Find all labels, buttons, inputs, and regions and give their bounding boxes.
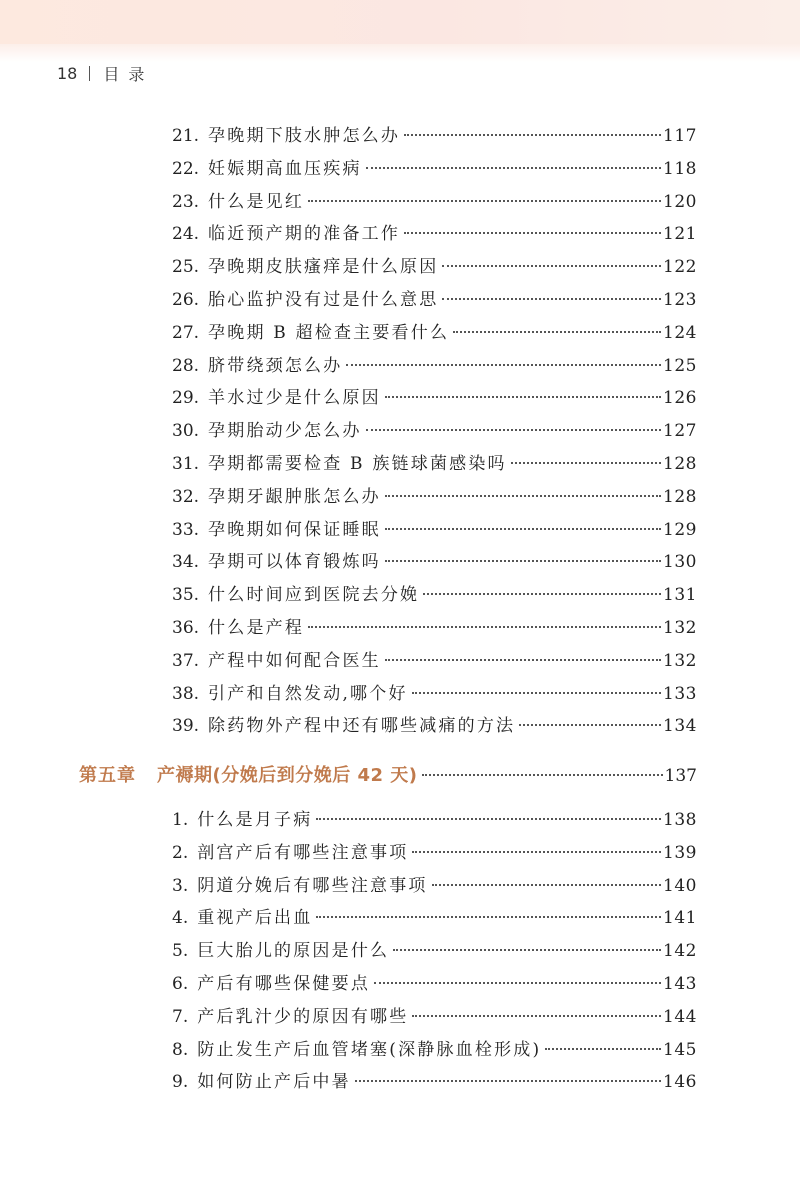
entry-title: 什么是月子病	[197, 810, 313, 830]
entry-page: 138	[663, 810, 697, 830]
entry-page: 132	[663, 618, 697, 638]
chapter-page: 137	[664, 766, 697, 786]
page-header	[57, 62, 153, 84]
entry-title: 临近预产期的准备工作	[208, 224, 401, 245]
entry-page: 139	[663, 842, 697, 863]
entry-page: 120	[663, 191, 697, 212]
entry-page: 140	[663, 875, 697, 896]
dot-leader	[545, 1048, 661, 1050]
entry-number: 30.	[172, 421, 200, 442]
entry-number: 21.	[172, 126, 200, 146]
toc-entry[interactable]	[172, 683, 697, 705]
entry-number: 25.	[172, 257, 200, 278]
entry-page: 121	[663, 224, 697, 245]
dot-leader	[308, 626, 661, 628]
entry-number: 3.	[172, 875, 189, 896]
toc-entry[interactable]	[172, 289, 697, 311]
chapter-heading[interactable]	[79, 764, 697, 788]
entry-title: 孕晚期下肢水肿怎么办	[208, 126, 401, 146]
dot-leader	[385, 495, 661, 497]
dot-leader	[432, 884, 661, 886]
entry-title: 产后有哪些保健要点	[197, 974, 371, 994]
entry-number: 31.	[172, 454, 200, 474]
entry-number: 35.	[172, 585, 200, 606]
entry-number: 33.	[172, 519, 200, 540]
entry-number: 39.	[172, 716, 200, 737]
toc-entry[interactable]	[172, 453, 697, 475]
toc-entry[interactable]	[172, 875, 697, 897]
toc-entry[interactable]	[172, 1071, 697, 1093]
entry-title: 除药物外产程中还有哪些减痛的方法	[208, 716, 516, 737]
entry-number: 29.	[172, 388, 200, 409]
entry-page: 130	[663, 552, 697, 573]
toc-entry[interactable]	[172, 1039, 697, 1061]
entry-number: 26.	[172, 290, 200, 310]
entry-title: 孕期都需要检查 B 族链球菌感染吗	[208, 454, 507, 474]
dot-leader	[412, 1015, 661, 1017]
entry-page: 143	[663, 974, 697, 994]
entry-number: 38.	[172, 683, 200, 704]
entry-title: 引产和自然发动,哪个好	[208, 683, 408, 704]
entry-number: 9.	[172, 1072, 189, 1093]
dot-leader	[385, 659, 661, 661]
dot-leader	[404, 134, 661, 136]
entry-title: 孕期牙龈肿胀怎么办	[208, 486, 381, 507]
toc-entry[interactable]	[172, 158, 697, 180]
chapter-title: 产褥期(分娩后到分娩后 42 天)	[157, 765, 418, 786]
entry-page: 123	[663, 290, 697, 310]
entry-title: 胎心监护没有过是什么意思	[208, 290, 439, 310]
header-divider	[89, 66, 90, 81]
toc-entry[interactable]	[172, 125, 697, 147]
dot-leader	[453, 331, 661, 333]
toc-entry[interactable]	[172, 1006, 697, 1028]
entry-page: 124	[663, 322, 697, 343]
dot-leader	[519, 724, 661, 726]
toc-entry[interactable]	[172, 191, 697, 213]
entry-number: 32.	[172, 486, 200, 507]
entry-title: 孕期胎动少怎么办	[208, 421, 362, 442]
entry-page: 134	[663, 716, 697, 737]
entry-number: 8.	[172, 1039, 189, 1060]
dot-leader	[316, 916, 661, 918]
dot-leader	[308, 200, 661, 202]
entry-page: 127	[663, 421, 697, 442]
toc-entry[interactable]	[172, 322, 697, 344]
entry-page: 125	[663, 355, 697, 376]
entry-title: 剖宫产后有哪些注意事项	[197, 842, 409, 863]
toc-entry[interactable]	[172, 650, 697, 672]
entry-title: 孕晚期皮肤瘙痒是什么原因	[208, 257, 439, 278]
entry-number: 1.	[172, 810, 189, 830]
toc-entry[interactable]	[172, 715, 697, 737]
entry-page: 132	[663, 650, 697, 671]
entry-title: 妊娠期高血压疾病	[208, 158, 362, 179]
dot-leader	[423, 593, 661, 595]
entry-title: 巨大胎儿的原因是什么	[197, 941, 390, 962]
entry-title: 孕晚期 B 超检查主要看什么	[208, 322, 450, 343]
toc-entry[interactable]	[172, 551, 697, 573]
top-decorative-band	[0, 0, 800, 44]
dot-leader	[422, 774, 663, 776]
entry-number: 27.	[172, 322, 200, 343]
entry-page: 141	[663, 908, 697, 929]
entry-number: 23.	[172, 191, 200, 212]
entry-title: 脐带绕颈怎么办	[208, 355, 343, 376]
entry-title: 什么时间应到医院去分娩	[208, 585, 420, 606]
toc-entry[interactable]	[172, 584, 697, 606]
entry-page: 146	[663, 1072, 697, 1093]
entry-number: 2.	[172, 842, 189, 863]
entry-page: 131	[663, 585, 697, 606]
entry-page: 145	[663, 1039, 697, 1060]
entry-page: 133	[663, 683, 697, 704]
page-number: 18	[57, 63, 78, 83]
toc-entry[interactable]	[172, 973, 697, 995]
dot-leader	[385, 396, 661, 398]
dot-leader	[385, 528, 661, 530]
dot-leader	[355, 1080, 661, 1082]
entry-title: 孕晚期如何保证睡眠	[208, 519, 381, 540]
toc-entry[interactable]	[172, 809, 697, 831]
dot-leader	[374, 982, 661, 984]
toc-entry[interactable]	[172, 907, 697, 929]
toc-entry[interactable]	[172, 842, 697, 864]
dot-leader	[366, 167, 661, 169]
dot-leader	[412, 851, 661, 853]
entry-number: 34.	[172, 552, 200, 573]
entry-number: 4.	[172, 908, 189, 929]
entry-page: 128	[663, 454, 697, 474]
entry-number: 6.	[172, 974, 189, 994]
entry-page: 122	[663, 257, 697, 278]
dot-leader	[316, 818, 661, 820]
entry-title: 阴道分娩后有哪些注意事项	[197, 875, 428, 896]
entry-page: 126	[663, 388, 697, 409]
dot-leader	[442, 298, 661, 300]
dot-leader	[385, 560, 661, 562]
entry-page: 142	[663, 941, 697, 962]
entry-title: 产程中如何配合医生	[208, 650, 381, 671]
entry-title: 如何防止产后中暑	[197, 1072, 351, 1093]
toc-entry[interactable]	[172, 420, 697, 442]
dot-leader	[412, 692, 661, 694]
entry-number: 28.	[172, 355, 200, 376]
entry-title: 什么是产程	[208, 618, 305, 638]
entry-title: 重视产后出血	[197, 908, 313, 929]
section-title: 目录	[103, 64, 154, 84]
toc-entry[interactable]	[172, 617, 697, 639]
entry-number: 5.	[172, 941, 189, 962]
entry-number: 7.	[172, 1006, 189, 1027]
dot-leader	[366, 429, 661, 431]
entry-title: 孕期可以体育锻炼吗	[208, 552, 381, 573]
entry-number: 24.	[172, 224, 200, 245]
dot-leader	[393, 949, 661, 951]
toc-entry[interactable]	[172, 519, 697, 541]
dot-leader	[346, 364, 661, 366]
entry-number: 22.	[172, 158, 200, 179]
entry-number: 36.	[172, 618, 200, 638]
toc-entry[interactable]	[172, 256, 697, 278]
dot-leader	[511, 462, 661, 464]
toc-entry[interactable]	[172, 387, 697, 409]
entry-page: 117	[663, 126, 697, 146]
entry-title: 什么是见红	[208, 191, 305, 212]
toc-entry[interactable]	[172, 940, 697, 962]
entry-title: 防止发生产后血管堵塞(深静脉血栓形成)	[197, 1039, 542, 1060]
entry-page: 128	[663, 486, 697, 507]
toc-entry[interactable]	[172, 486, 697, 508]
dot-leader	[404, 232, 661, 234]
entry-page: 118	[663, 158, 697, 179]
entry-page: 144	[663, 1006, 697, 1027]
entry-number: 37.	[172, 650, 200, 671]
entry-page: 129	[663, 519, 697, 540]
chapter-label: 第五章	[79, 765, 136, 786]
toc-entry[interactable]	[172, 223, 697, 245]
dot-leader	[442, 265, 661, 267]
entry-title: 羊水过少是什么原因	[208, 388, 381, 409]
entry-title: 产后乳汁少的原因有哪些	[197, 1006, 409, 1027]
toc-entry[interactable]	[172, 355, 697, 377]
